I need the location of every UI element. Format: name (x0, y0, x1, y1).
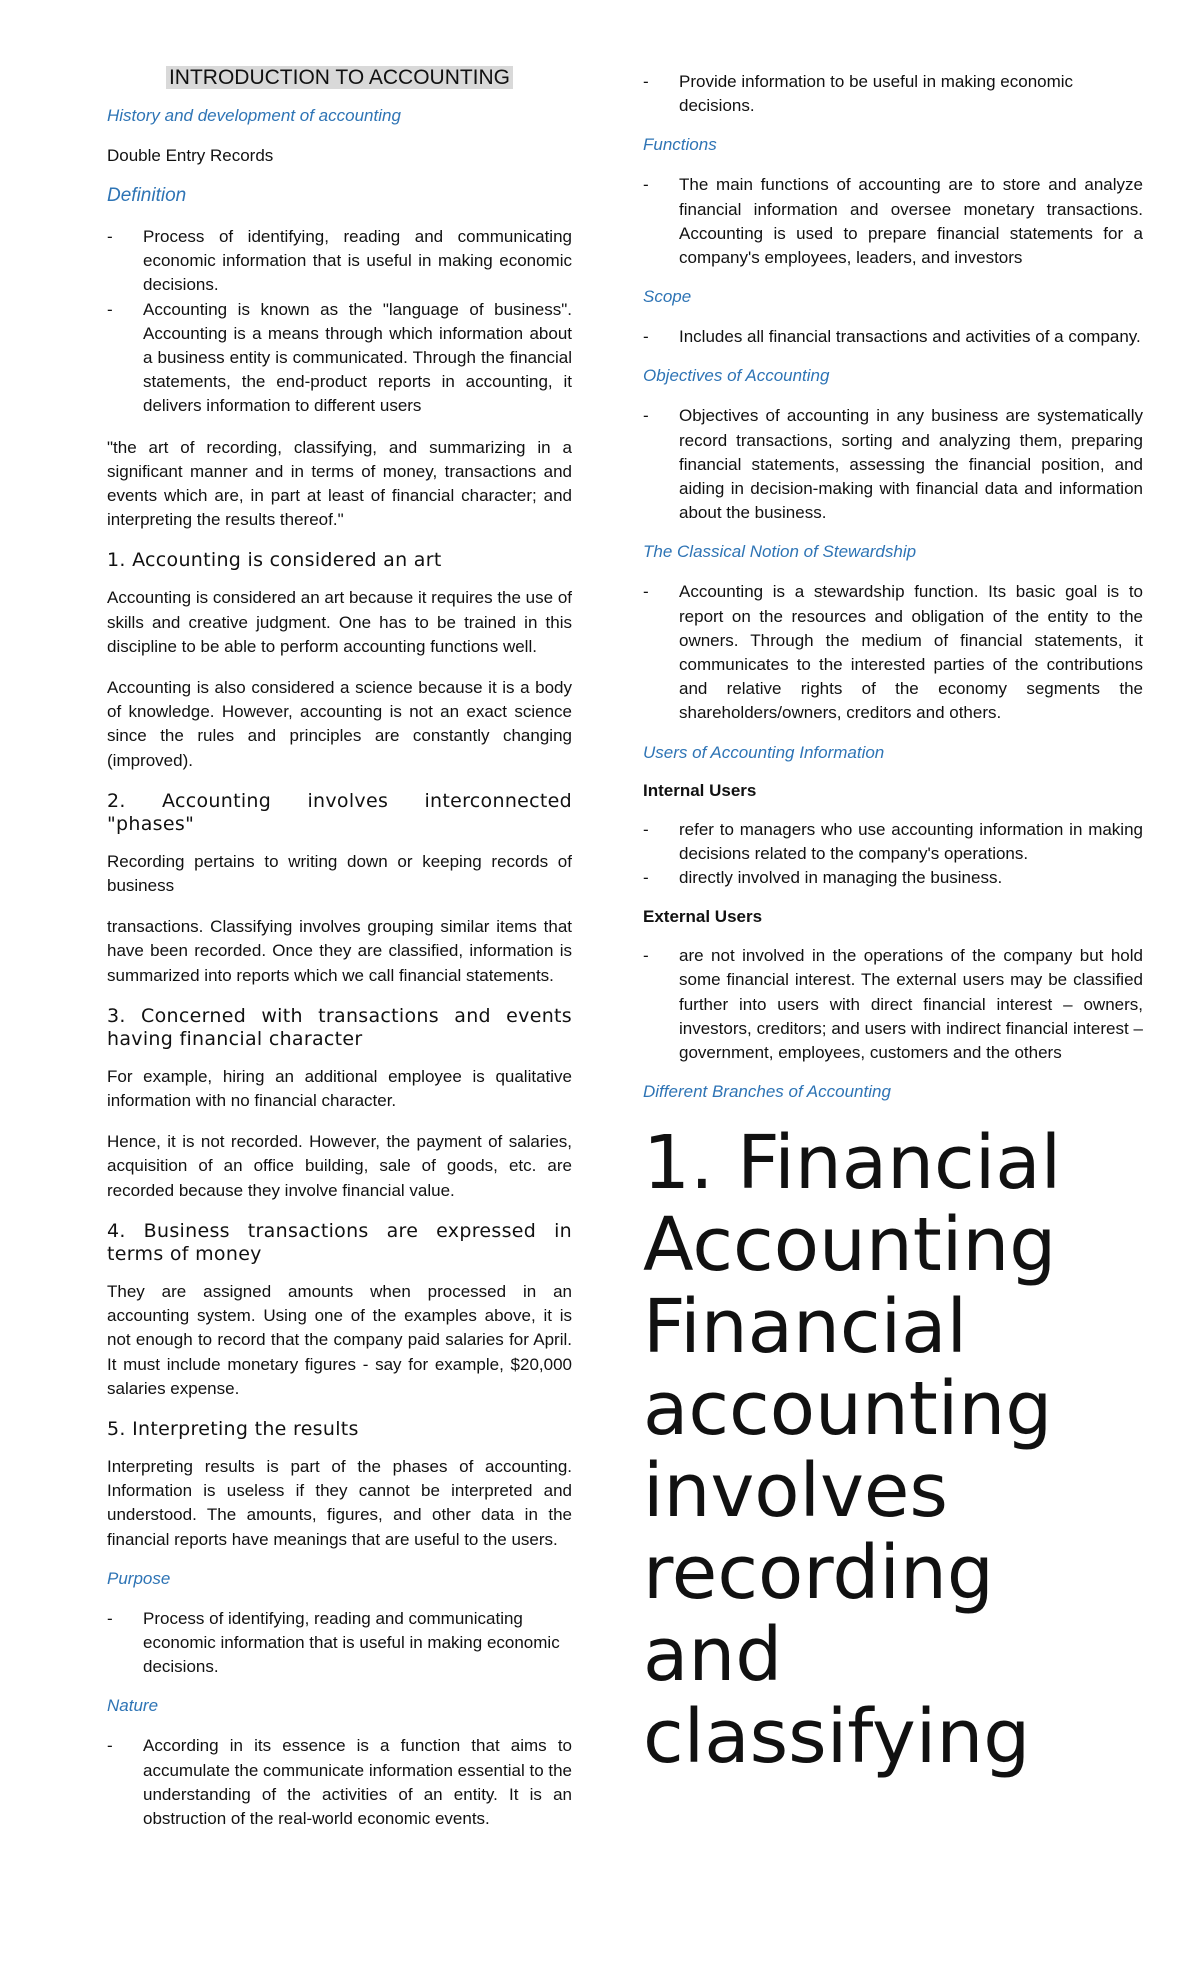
objectives-heading: Objectives of Accounting (643, 366, 830, 386)
purpose-heading: Purpose (107, 1568, 171, 1588)
definition-list (107, 225, 572, 419)
history-heading: History and development of accounting (107, 106, 401, 125)
list-item: - Accounting is known as the "language of business". Accounting is a means through which information about a business entity is communicated. Through the financial statements, the end-product reports in accounting, it delivers information to different users (107, 299, 572, 416)
functions-list (643, 173, 1143, 270)
internal-users-heading: Internal Users (643, 780, 757, 800)
point-4-heading: 4. Business transactions are expressed in terms of money (107, 1219, 572, 1265)
external-users-list (643, 944, 1143, 1065)
paragraph: Interpreting results is part of the phases of accounting. Information is useless if they cannot be interpreted and understood. The amounts, figures, and other data in the financial reports have meanings that are useful to the users. (107, 1456, 572, 1549)
paragraph: They are assigned amounts when processed in an accounting system. Using one of the examples above, it is not enough to record that the company paid salaries for April. It must include monetary figures - say for example, $20,000 salaries expense. (107, 1281, 572, 1398)
paragraph: For example, hiring an additional employee is qualitative information with no financial character. (107, 1066, 572, 1111)
list-item: - are not involved in the operations of the company but hold some financial interest. The external users may be classified further into users with direct financial interest – owners, investors, creditors; and users with indirect financial interest – government, employees, customers and the others (643, 946, 1143, 1063)
purpose-list (107, 1607, 572, 1680)
stewardship-list (643, 580, 1143, 725)
list-item: - The main functions of accounting are to store and analyze financial information and oversee monetary transactions. Accounting is used to prepare financial statements for a company's employees, leaders, and investors (643, 175, 1143, 268)
definition-quote: "the art of recording, classifying, and summarizing in a significant manner and in terms of money, transactions and events which are, in part at least of financial character; and interpreting the results thereof." (107, 437, 572, 530)
internal-users-list (643, 818, 1143, 891)
paragraph: transactions. Classifying involves grouping similar items that have been recorded. Once they are classified, information is summarized into reports which we call financial statements. (107, 917, 572, 985)
nature-heading: Nature (107, 1696, 159, 1716)
functions-heading: Functions (643, 135, 717, 155)
list-item: - Process of identifying, reading and communicating economic information that is useful in making economic decisions. (107, 1608, 560, 1677)
financial-accounting-large-text: 1. Financial Accounting Financial accounting involves recording and classifying (643, 1120, 1062, 1781)
list-item: - Process of identifying, reading and communicating economic information that is useful in making economic decisions. (107, 227, 572, 295)
point-2-heading: 2. Accounting involves interconnected "phases" (107, 789, 572, 835)
definition-heading: Definition (107, 185, 187, 206)
list-item: - Includes all financial transactions and activities of a company. (643, 327, 1141, 347)
list-item: - According in its essence is a function that aims to accumulate the communicate information essential to the understanding of the activities of an entity. It is an obstruction of the real-world economic events. (107, 1736, 573, 1828)
paragraph: Accounting is considered an art because it requires the use of skills and creative judgment. One has to be trained in this discipline to be able to perform accounting functions well. (107, 588, 572, 656)
external-users-heading: External Users (643, 907, 763, 927)
double-entry-text: Double Entry Records (107, 146, 274, 165)
stewardship-heading: The Classical Notion of Stewardship (643, 542, 917, 562)
top-list (643, 70, 1143, 118)
document-title: INTRODUCTION TO ACCOUNTING (107, 66, 572, 90)
branches-heading: Different Branches of Accounting (643, 1082, 891, 1102)
nature-list (107, 1734, 572, 1831)
left-column (107, 66, 572, 1848)
list-item: - refer to managers who use accounting information in making decisions related to the company's operations. (643, 819, 1143, 863)
point-5-heading: 5. Interpreting the results (107, 1417, 359, 1440)
right-column (643, 70, 1143, 1781)
users-heading: Users of Accounting Information (643, 742, 885, 762)
point-3-heading: 3. Concerned with transactions and events having financial character (107, 1004, 572, 1050)
point-1-heading: 1. Accounting is considered an art (107, 549, 442, 572)
paragraph: Accounting is also considered a science because it is a body of knowledge. However, accounting is not an exact science since the rules and principles are constantly changing (improved). (107, 678, 572, 770)
scope-list (643, 325, 1143, 349)
list-item: - Accounting is a stewardship function. Its basic goal is to report on the resources and obligation of the entity to the owners. Through the medium of financial statements, it communicates to the interested parties of the contributions and relative rights of the economy segments the shareholders/owners, creditors and others. (643, 582, 1143, 723)
paragraph: Hence, it is not recorded. However, the payment of salaries, acquisition of an office building, sale of goods, etc. are recorded because they involve financial value. (107, 1132, 572, 1200)
objectives-list (643, 404, 1143, 525)
list-item: - Provide information to be useful in making economic decisions. (643, 72, 1074, 116)
scope-heading: Scope (643, 287, 692, 307)
list-item: - directly involved in managing the business. (643, 868, 1003, 888)
list-item: - Objectives of accounting in any business are systematically record transactions, sorting and analyzing them, preparing financial statements, assessing the financial position, and aiding in decision-making with financial data and information about the business. (643, 406, 1143, 523)
paragraph: Recording pertains to writing down or keeping records of business (107, 851, 572, 896)
